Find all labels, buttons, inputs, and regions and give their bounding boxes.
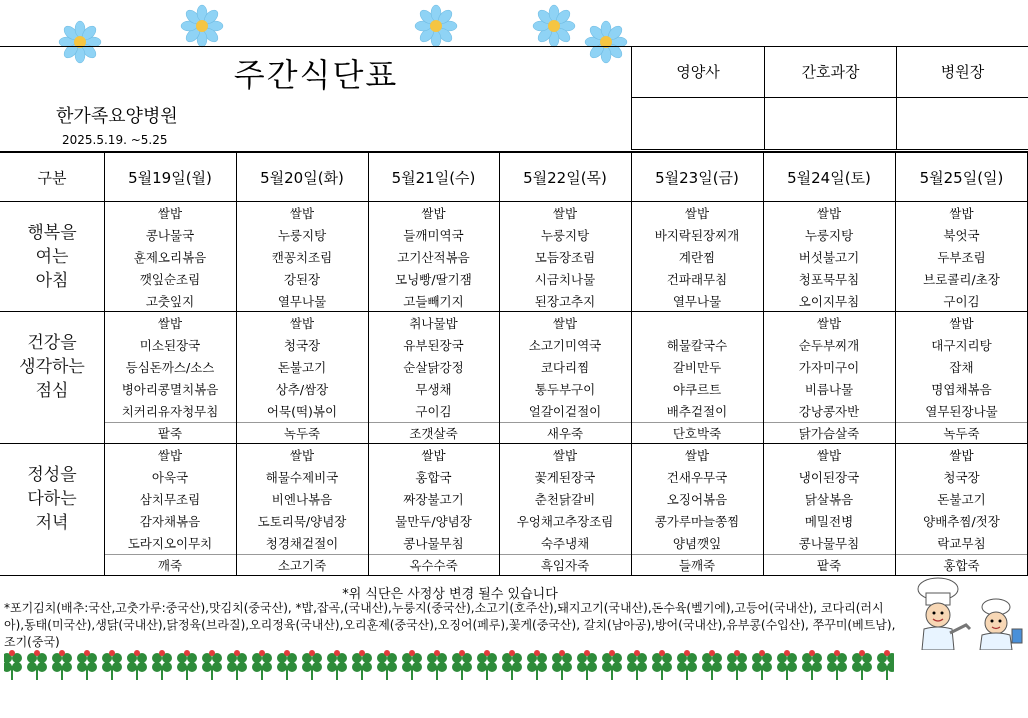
column-divider xyxy=(104,153,105,576)
menu-item: 꽃게된장국 xyxy=(534,470,596,485)
menu-item: 비름나물 xyxy=(804,382,854,397)
menu-item: 무생채 xyxy=(415,382,452,397)
table-bottom xyxy=(0,575,1028,576)
menu-item: 구이김 xyxy=(943,294,980,309)
menu-item: 북엇국 xyxy=(943,228,980,243)
approval-director-sign[interactable] xyxy=(897,98,1028,150)
menu-item: 통두부구이 xyxy=(534,382,596,397)
menu-item: 강낭콩자반 xyxy=(798,404,860,419)
clover-icon xyxy=(527,650,547,680)
meal-label xyxy=(0,444,104,554)
menu-item: 짜장불고기 xyxy=(403,492,464,507)
porridge-item: 홍합죽 xyxy=(943,558,980,573)
menu-item: 누룽지탕 xyxy=(540,228,590,243)
menu-item: 청국장 xyxy=(283,338,321,353)
menu-item: 고들빼기지 xyxy=(403,294,464,309)
menu-item: 숙주냉채 xyxy=(540,536,590,551)
clover-icon xyxy=(227,650,247,680)
menu-item: 닭살볶음 xyxy=(804,492,854,507)
day-header: 5월24일(토) xyxy=(787,169,871,187)
menu-item: 쌀밥 xyxy=(949,316,974,331)
menu-item: 열무나물 xyxy=(277,294,327,309)
porridge-item: 팥죽 xyxy=(157,426,183,441)
menu-item: 계란찜 xyxy=(678,250,716,265)
menu-item: 시금치나물 xyxy=(534,272,596,287)
menu-item: 건파래무침 xyxy=(666,272,728,287)
clover-icon xyxy=(777,650,797,680)
clover-icon xyxy=(852,650,872,680)
origin-info: *포기김치(배추:국산,고춧가루:중국산),맛김치(중국산), *밥,잡곡,(국내산),누룽지(중국산),소고기(호주산),돼지고기(국내산),돈수육(벨기에),고등어(국내산), 코다리(러시아),동태(미국산),생닭(국내산),닭정육(브라질),오리정육(국내산),오리훈제(중국산),오징어(페루),꽃게(중국산), 갈치(남아공),방어(국내산),유부콩(수입산), 쭈꾸미(베트남),조기(중국) xyxy=(4,601,896,649)
menu-item: 콩나물무침 xyxy=(798,536,860,551)
day-header: 5월19일(월) xyxy=(128,169,212,187)
porridge-item: 옥수수죽 xyxy=(409,558,458,573)
menu-item: 청국장 xyxy=(943,470,980,485)
menu-item: 누룽지탕 xyxy=(277,228,327,243)
menu-item: 양념깻잎 xyxy=(672,536,722,551)
porridge-item: 단호박죽 xyxy=(672,426,722,441)
menu-item: 등심돈까스/소스 xyxy=(125,360,215,375)
menu-item: 쌀밥 xyxy=(552,206,578,221)
menu-item: 해물수제비국 xyxy=(265,470,339,485)
menu-item: 콩나물국 xyxy=(145,228,195,243)
menu-item: 쌀밥 xyxy=(949,206,974,221)
menu-item: 어묵(떡)볶이 xyxy=(266,404,338,419)
menu-item: 쌀밥 xyxy=(421,206,446,221)
menu-item: 열무나물 xyxy=(672,294,722,309)
clover-icon xyxy=(102,650,122,680)
approval-dietitian-label: 영양사 xyxy=(632,46,765,98)
clover-icon xyxy=(152,650,172,680)
section-divider xyxy=(0,311,1028,312)
menu-period: 2025.5.19. ~5.25 xyxy=(62,133,168,147)
menu-item: 두부조림 xyxy=(937,250,986,265)
menu-item: 콩나물무침 xyxy=(403,536,464,551)
porridge-item: 녹두죽 xyxy=(283,426,321,441)
porridge-item: 소고기죽 xyxy=(277,558,327,573)
porridge-divider xyxy=(104,554,1028,555)
menu-item: 쌀밥 xyxy=(289,316,315,331)
column-divider xyxy=(368,153,369,576)
menu-item: 모듬장조림 xyxy=(534,250,596,265)
menu-item: 쌀밥 xyxy=(157,206,183,221)
menu-item: 청포묵무침 xyxy=(798,272,860,287)
menu-item: 쌀밥 xyxy=(949,448,974,463)
menu-item: 쌀밥 xyxy=(552,316,578,331)
menu-item: 치커리유자청무침 xyxy=(121,404,219,419)
porridge-item: 닭가슴살죽 xyxy=(798,426,860,441)
menu-item: 바지락된장찌개 xyxy=(654,228,740,243)
clover-icon xyxy=(277,650,297,680)
menu-item: 쌀밥 xyxy=(289,206,315,221)
menu-item: 삼치무조림 xyxy=(139,492,201,507)
approval-nurse-sign[interactable] xyxy=(765,98,897,150)
approval-director-label: 병원장 xyxy=(897,46,1028,98)
menu-item: 쌀밥 xyxy=(421,448,446,463)
menu-item: 쌀밥 xyxy=(684,448,710,463)
menu-item: 물만두/양념장 xyxy=(395,514,472,529)
meal-label-line: 행복을 xyxy=(27,223,77,243)
porridge-item: 흑임자죽 xyxy=(540,558,590,573)
chef-illustration xyxy=(900,575,1028,650)
menu-item: 비엔나볶음 xyxy=(271,492,333,507)
menu-item: 고춧잎지 xyxy=(145,294,195,309)
meal-label-line: 여는 xyxy=(35,247,69,267)
menu-item: 건새우무국 xyxy=(666,470,728,485)
menu-item: 병아리콩멸치볶음 xyxy=(121,382,219,397)
clover-icon xyxy=(752,650,772,680)
menu-item: 모닝빵/딸기잼 xyxy=(395,272,472,287)
column-divider xyxy=(236,153,237,576)
meal-label xyxy=(0,202,104,312)
clover-icon xyxy=(727,650,747,680)
menu-item: 쌀밥 xyxy=(289,448,315,463)
flower-icon xyxy=(528,0,580,52)
menu-item: 강된장 xyxy=(283,272,321,287)
menu-item: 대구지리탕 xyxy=(931,338,992,353)
column-divider xyxy=(499,153,500,576)
clover-icon xyxy=(652,650,672,680)
menu-item: 쌀밥 xyxy=(157,448,183,463)
column-divider xyxy=(631,153,632,576)
clover-icon xyxy=(877,650,894,680)
menu-item: 쌀밥 xyxy=(816,448,842,463)
menu-item: 유부된장국 xyxy=(403,338,464,353)
clover-icon xyxy=(827,650,847,680)
clover-icon xyxy=(252,650,272,680)
clover-icon xyxy=(477,650,497,680)
menu-item: 해물칼국수 xyxy=(666,338,728,353)
clover-icon xyxy=(52,650,72,680)
clover-icon xyxy=(177,650,197,680)
clover-icon xyxy=(452,650,472,680)
porridge-item: 들깨죽 xyxy=(678,558,716,573)
meal-label xyxy=(0,312,104,422)
menu-item: 상추/쌈장 xyxy=(275,382,329,397)
header-label: 구분 xyxy=(37,169,67,187)
porridge-item: 조갯살죽 xyxy=(409,426,458,441)
menu-item: 갈비만두 xyxy=(672,360,722,375)
menu-item xyxy=(631,313,763,334)
menu-item: 소고기미역국 xyxy=(528,338,602,353)
clover-icon xyxy=(402,650,422,680)
menu-item: 야쿠르트 xyxy=(672,382,722,397)
menu-item: 감자채볶음 xyxy=(139,514,201,529)
menu-item: 우엉채고추장조림 xyxy=(516,514,614,529)
clover-icon xyxy=(302,650,322,680)
menu-item: 고기산적볶음 xyxy=(397,250,470,265)
day-header: 5월22일(목) xyxy=(523,169,607,187)
menu-item: 미소된장국 xyxy=(139,338,201,353)
menu-item: 춘천닭갈비 xyxy=(534,492,596,507)
menu-item: 냉이된장국 xyxy=(798,470,860,485)
menu-item: 캔꽁치조림 xyxy=(271,250,333,265)
menu-item: 열무된장나물 xyxy=(925,404,998,419)
porridge-item: 깨죽 xyxy=(157,558,183,573)
menu-item: 쌀밥 xyxy=(684,206,710,221)
clover-icon xyxy=(77,650,97,680)
porridge-item: 녹두죽 xyxy=(943,426,980,441)
column-divider xyxy=(763,153,764,576)
menu-item: 락교무침 xyxy=(937,536,986,551)
menu-item: 버섯불고기 xyxy=(798,250,860,265)
page-title: 주간식단표 xyxy=(233,56,399,94)
menu-item: 돈불고기 xyxy=(937,492,986,507)
change-notice: *위 식단은 사정상 변경 될수 있습니다 xyxy=(342,587,558,602)
menu-item: 쌀밥 xyxy=(816,316,842,331)
day-header: 5월20일(화) xyxy=(260,169,344,187)
clover-icon xyxy=(602,650,622,680)
clover-icon xyxy=(577,650,597,680)
menu-item: 메밀전병 xyxy=(804,514,854,529)
menu-item: 청경채겉절이 xyxy=(265,536,339,551)
menu-item: 훈제오리볶음 xyxy=(133,250,207,265)
day-header: 5월23일(금) xyxy=(655,169,739,187)
menu-item: 명엽채볶음 xyxy=(931,382,992,397)
menu-item: 구이김 xyxy=(415,404,452,419)
menu-item: 양배추찜/젓장 xyxy=(923,514,1000,529)
menu-item: 들깨미역국 xyxy=(403,228,464,243)
meal-label-line: 다하는 xyxy=(27,489,77,509)
menu-item: 홍합국 xyxy=(415,470,452,485)
menu-item: 누룽지탕 xyxy=(804,228,854,243)
clover-icon xyxy=(552,650,572,680)
menu-item: 쌀밥 xyxy=(552,448,578,463)
clover-icon xyxy=(677,650,697,680)
menu-item: 취나물밥 xyxy=(409,316,458,331)
clover-icon xyxy=(502,650,522,680)
flower-icon xyxy=(176,0,228,52)
clover-icon xyxy=(702,650,722,680)
day-header: 5월25일(일) xyxy=(919,169,1004,187)
menu-item: 콩가루마늘쫑찜 xyxy=(654,514,740,529)
approval-box xyxy=(631,46,1028,150)
menu-item: 도라지오이무치 xyxy=(127,536,213,551)
clover-icon xyxy=(202,650,222,680)
menu-item: 순두부찌개 xyxy=(798,338,860,353)
hospital-name: 한가족요양병원 xyxy=(56,106,178,127)
menu-item: 쌀밥 xyxy=(157,316,183,331)
meal-label-line: 아침 xyxy=(35,271,69,291)
approval-nurse-label: 간호과장 xyxy=(765,46,897,98)
clover-icon xyxy=(427,650,447,680)
clover-icon xyxy=(352,650,372,680)
menu-item: 가자미구이 xyxy=(798,360,860,375)
menu-item: 잡채 xyxy=(949,360,974,375)
meal-label-line: 생각하는 xyxy=(19,357,85,377)
clover-icon xyxy=(127,650,147,680)
menu-item: 아욱국 xyxy=(151,470,189,485)
porridge-item: 팥죽 xyxy=(816,558,842,573)
column-divider xyxy=(895,153,896,576)
menu-item: 된장고추지 xyxy=(534,294,596,309)
menu-item: 오이지무침 xyxy=(798,294,860,309)
clover-icon xyxy=(4,650,22,680)
menu-item: 오징어볶음 xyxy=(666,492,728,507)
clover-icon xyxy=(327,650,347,680)
menu-item: 브로콜리/초장 xyxy=(923,272,1000,287)
section-divider xyxy=(0,443,1028,444)
meal-label-line: 저녁 xyxy=(35,513,69,533)
menu-item: 배추겉절이 xyxy=(666,404,728,419)
section-divider xyxy=(0,201,1028,202)
menu-item: 돈불고기 xyxy=(277,360,327,375)
meal-label-line: 정성을 xyxy=(27,465,77,485)
menu-item: 깻잎순조림 xyxy=(139,272,201,287)
meal-label-line: 점심 xyxy=(35,381,69,401)
meal-label-line: 건강을 xyxy=(27,333,77,353)
porridge-divider xyxy=(104,422,1028,423)
clover-icon xyxy=(627,650,647,680)
porridge-item: 새우죽 xyxy=(546,426,584,441)
clover-icon xyxy=(802,650,822,680)
menu-table xyxy=(0,151,1028,574)
approval-dietitian-sign[interactable] xyxy=(632,98,765,150)
clover-icon xyxy=(27,650,47,680)
menu-item: 얼갈이겉절이 xyxy=(528,404,602,419)
menu-item: 코다리찜 xyxy=(540,360,590,375)
menu-item: 순살닭강정 xyxy=(403,360,464,375)
clover-border xyxy=(4,648,894,682)
day-header: 5월21일(수) xyxy=(391,169,476,187)
menu-item: 도토리묵/양념장 xyxy=(257,514,347,529)
clover-icon xyxy=(377,650,397,680)
menu-item: 쌀밥 xyxy=(816,206,842,221)
flower-icon xyxy=(410,0,462,52)
